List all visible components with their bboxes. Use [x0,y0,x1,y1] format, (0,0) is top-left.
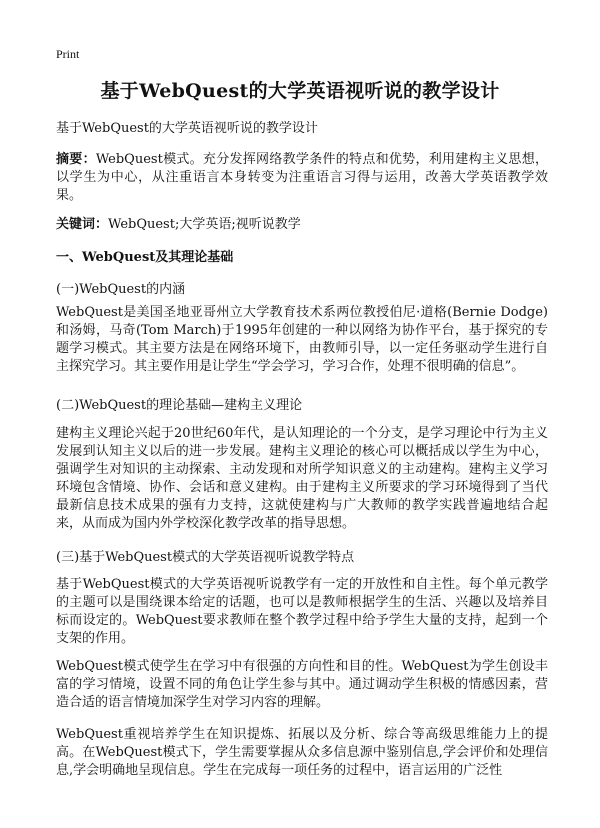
abstract-text: WebQuest模式。充分发挥网络教学条件的特点和优势，利用建构主义思想，以学生为中心，从注重语言本身转变为注重语言习得与运用，改善大学英语教学效果。 [56,152,548,203]
abstract-paragraph [56,151,548,205]
keywords-text: WebQuest;大学英语;视听说教学 [108,217,301,232]
subsection-heading-1: (一)WebQuest的内涵 [56,282,186,297]
subsection-3-paragraph-1: 基于WebQuest模式的大学英语视听说教学有一定的开放性和自主性。每个单元教学的主题可以是围绕课本给定的话题，也可以是教师根据学生的生活、兴趣以及培养目标而设定的。WebQuest要求教师在整个教学过程中给予学生大量的支持，起到一个支架的作用。 [56,577,548,646]
subsection-heading-3: (三)基于WebQuest模式的大学英语视听说教学特点 [56,550,355,565]
keywords-paragraph [56,216,548,234]
print-label: Print [56,47,80,61]
subsection-3-paragraph-3: WebQuest重视培养学生在知识提炼、拓展以及分析、综合等高级思维能力上的提高。在WebQuest模式下，学生需要掌握从众多信息源中鉴别信息,学会评价和处理信息,学会明确地呈现信息。学生在完成每一项任务的过程中，语言运用的广泛性 [56,727,548,778]
subsection-2-paragraph: 建构主义理论兴起于20世纪60年代，是认知理论的一个分支，是学习理论中行为主义发展到认知主义以后的进一步发展。建构主义理论的核心可以概括成以学生为中心，强调学生对知识的主动探索、主动发现和对所学知识意义的主动建构。建构主义学习环境包含情境、协作、会话和意义建构。由于建构主义所要求的学习环境得到了当代最新信息技术成果的强有力支持，这就使建构与广大教师的教学实践普遍地结合起来，从而成为国内外学校深化教学改革的指导思想。 [56,426,548,531]
document-subtitle: 基于WebQuest的大学英语视听说的教学设计 [56,121,318,136]
subsection-3-paragraph-2: WebQuest模式使学生在学习中有很强的方向性和目的性。WebQuest为学生创设丰富的学习情境，设置不同的角色让学生参与其中。通过调动学生积极的情感因素，营造合适的语言情境加深学生对学习内容的理解。 [56,659,548,710]
subsection-1-paragraph: WebQuest是美国圣地亚哥州立大学教育技术系两位教授伯尼·道格(Bernie Dodge)和汤姆，马奇(Tom March)于1995年创建的一种以网络为协作平台，基于探究的专题学习模式。其主要方法是在网络环境下，由教师引导，以一定任务驱动学生进行自主探究学习。其主要作用是让学生“学会学习，学习合作，处理不很明确的信息”。 [56,305,548,374]
section-heading-1: 一、WebQuest及其理论基础 [56,250,234,265]
subsection-heading-2: (二)WebQuest的理论基础—建构主义理论 [56,398,303,413]
abstract-label: 摘要： [56,152,96,167]
keywords-label: 关键词： [56,217,109,232]
document-title: 基于WebQuest的大学英语视听说的教学设计 [100,80,500,102]
